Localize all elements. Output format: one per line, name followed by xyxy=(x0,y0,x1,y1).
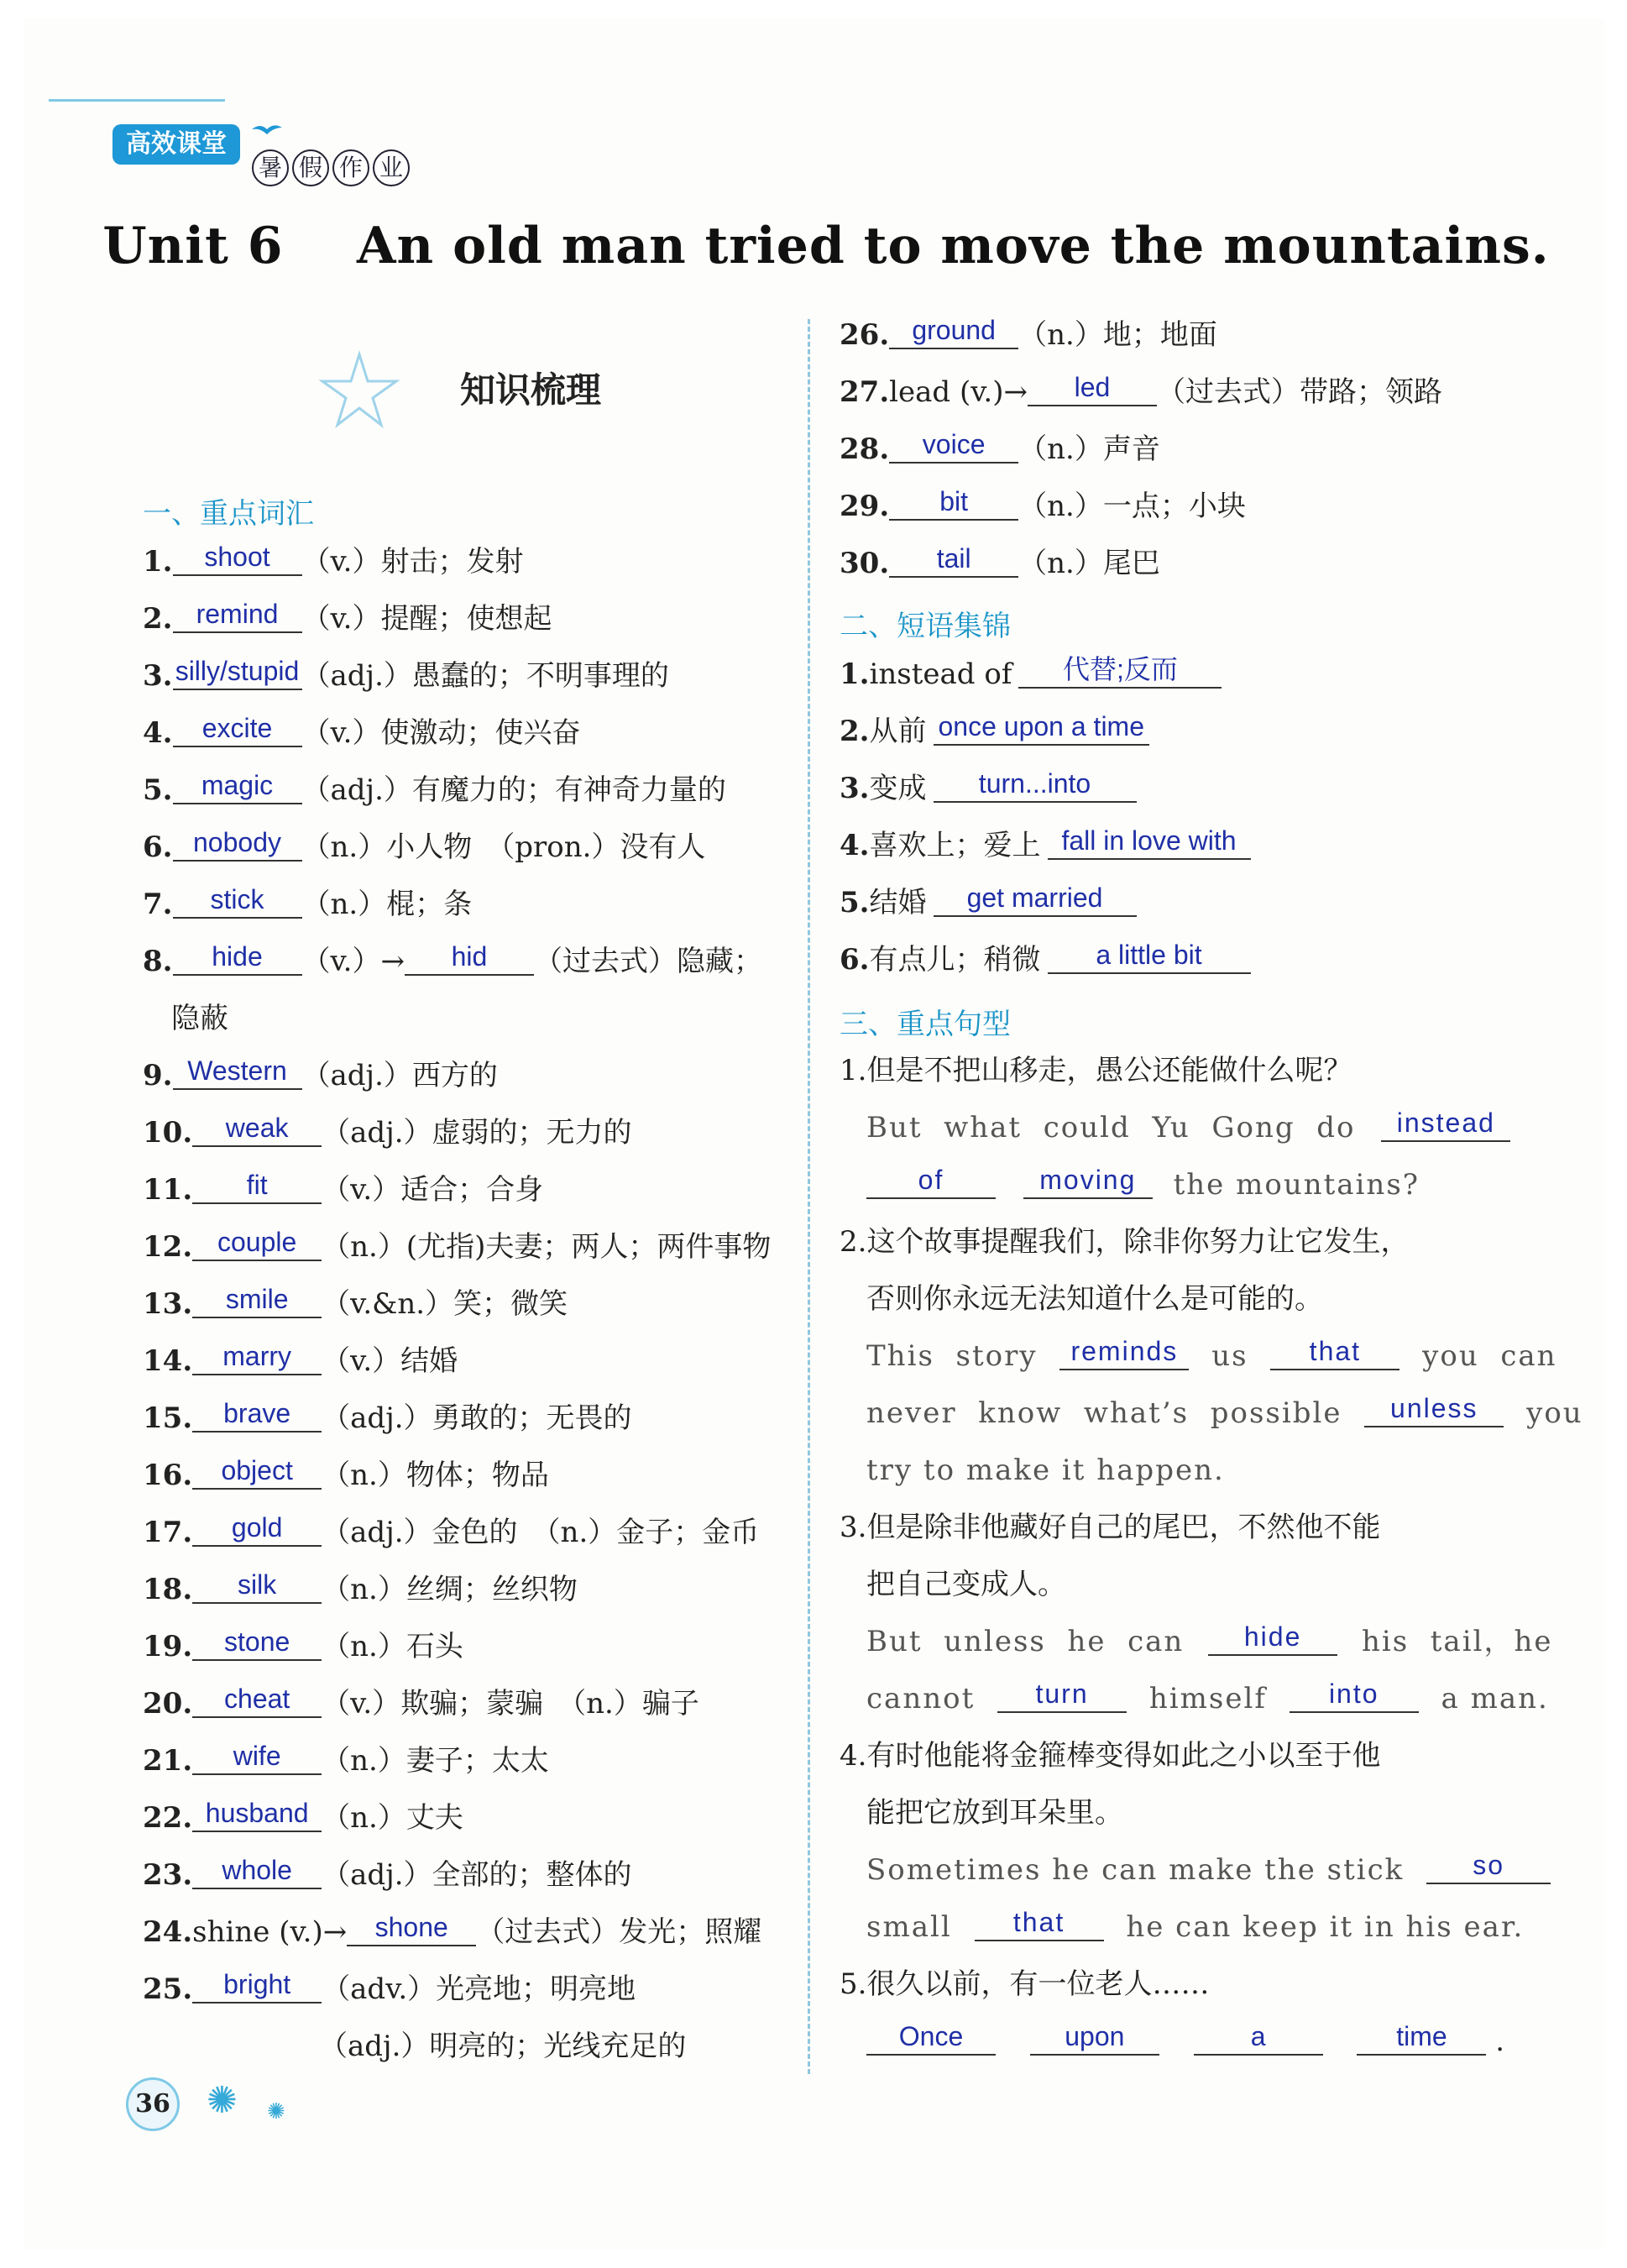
item-meaning: （v.）射击；发射 xyxy=(301,545,524,579)
answer-blank: remind xyxy=(173,596,302,633)
vocab-item xyxy=(143,1398,632,1438)
star-decoration-icon xyxy=(317,348,401,432)
item-meaning: （adj.）有魔力的；有神奇力量的 xyxy=(301,773,726,807)
answer-blank: bright xyxy=(192,1967,322,2003)
item-number: 22. xyxy=(143,1801,193,1835)
vocab-item xyxy=(143,1914,761,1951)
sentence-1-cn: 1.但是不把山移走，愚公还能做什么呢？ xyxy=(840,1054,1352,1087)
item-number: 19. xyxy=(143,1630,193,1663)
item-meaning: （n.）石头 xyxy=(322,1630,463,1663)
vocab-item xyxy=(143,1969,636,2009)
item-meaning: （adj.）金色的 （n.）金子；金币 xyxy=(322,1516,760,1549)
answer-blank: silk xyxy=(192,1567,322,1604)
item-number: 4. xyxy=(840,829,870,862)
item-meaning: （n.）地；地面 xyxy=(1018,318,1217,352)
phrase-item xyxy=(840,825,1251,865)
item-number: 11. xyxy=(143,1173,193,1207)
sentence-5-en xyxy=(866,2021,1505,2061)
item-number: 30. xyxy=(840,547,890,580)
answer-blank: time xyxy=(1357,2019,1486,2056)
answer-blank: bit xyxy=(889,484,1018,521)
answer-blank: stone xyxy=(192,1624,322,1661)
item-number: 25. xyxy=(143,1972,193,2006)
vocab-item xyxy=(143,1743,549,1780)
answer-blank: ground xyxy=(889,312,1018,349)
item-number: 8. xyxy=(143,945,173,978)
vocab-item xyxy=(143,1286,568,1323)
item-meaning: （v.&n.）笑；微笑 xyxy=(322,1287,568,1321)
phrase-prompt: 变成 xyxy=(869,772,927,805)
answer-blank: fall in love with xyxy=(1048,823,1251,860)
answer-blank: of xyxy=(866,1162,996,1199)
sentence-4-en xyxy=(866,1852,1551,1889)
item-number: 17. xyxy=(143,1516,193,1549)
item-number: 5. xyxy=(143,773,173,807)
answer-blank: instead xyxy=(1381,1105,1510,1142)
item-meaning: （n.）一点；小块 xyxy=(1018,490,1246,523)
answer-blank: excite xyxy=(173,710,302,747)
item-prefix: shine (v.)→ xyxy=(192,1915,348,1949)
answer-blank: wife xyxy=(192,1738,322,1775)
item-meaning: （n.）丈夫 xyxy=(322,1801,463,1835)
vocab-item xyxy=(840,372,1442,411)
answer-blank: gold xyxy=(192,1510,322,1547)
item-meaning: （v.）欺骗；蒙骗 （n.）骗子 xyxy=(322,1687,699,1721)
sentence-2-en xyxy=(866,1338,1557,1375)
vocab-item xyxy=(143,827,706,867)
sentence-3-cn-2: 把自己变成人。 xyxy=(866,1568,1066,1601)
sentence-2-en-2 xyxy=(866,1393,1583,1433)
item-meaning: （n.）(尤指)夫妻；两人；两件事物 xyxy=(322,1230,772,1264)
answer-blank: led xyxy=(1028,369,1157,406)
sentence-text: the mountains? xyxy=(1173,1168,1420,1202)
sentence-text: cannot xyxy=(866,1682,976,1715)
sentence-text: he can keep it in his ear. xyxy=(1126,1910,1525,1944)
answer-blank: unless xyxy=(1364,1391,1504,1427)
vocab-item xyxy=(143,1569,578,1609)
item-number: 28. xyxy=(840,432,890,466)
vocab-item xyxy=(143,1115,632,1152)
item-number: 5. xyxy=(840,886,870,919)
answer-blank: upon xyxy=(1030,2019,1159,2056)
sentence-text: us xyxy=(1211,1339,1248,1373)
item-number: 23. xyxy=(143,1858,193,1892)
answer-blank: shone xyxy=(347,1909,476,1946)
item-number: 1. xyxy=(840,657,870,691)
page-number: 36 xyxy=(126,2077,180,2131)
vocab-item xyxy=(143,544,523,581)
vocab-item xyxy=(143,1055,498,1095)
sentence-text: . xyxy=(1495,2024,1505,2058)
item-meaning: （n.）棍；条 xyxy=(301,888,473,921)
sentence-2-cn: 2.这个故事提醒我们，除非你努力让它发生， xyxy=(840,1225,1410,1259)
item-number: 18. xyxy=(143,1573,193,1606)
item-number: 10. xyxy=(143,1116,193,1150)
item-meaning: （n.）妻子；太太 xyxy=(322,1744,549,1778)
sentence-text: his tail，he xyxy=(1361,1625,1553,1658)
sentence-text: But unless he can xyxy=(866,1625,1185,1658)
answer-blank: nobody xyxy=(173,825,302,862)
vocab-item xyxy=(171,1001,228,1036)
sentence-text: But what could Yu Gong do xyxy=(866,1111,1356,1144)
item-meaning: （n.）小人物 （pron.）没有人 xyxy=(301,830,706,864)
item-prefix: lead (v.)→ xyxy=(889,375,1028,409)
item-meaning: （v.）提醒；使想起 xyxy=(301,602,552,636)
answer-blank: turn xyxy=(997,1676,1127,1713)
vocab-item xyxy=(143,715,580,752)
logo-char: 作 xyxy=(332,149,369,186)
item-number: 21. xyxy=(143,1744,193,1778)
phrase-item xyxy=(840,885,1137,922)
phrase-item xyxy=(840,711,1149,751)
vocab-item xyxy=(143,1512,760,1552)
vocab-item xyxy=(319,2029,686,2064)
item-meaning: （n.）物体；物品 xyxy=(322,1459,549,1492)
answer-blank: Once xyxy=(866,2019,996,2056)
answer-blank: that xyxy=(1270,1333,1399,1370)
flower-decoration-icon: ✺ xyxy=(207,2079,238,2122)
item-meaning: （n.）声音 xyxy=(1018,432,1160,466)
sentence-3-en xyxy=(866,1621,1553,1661)
sentence-heading: 三、重点句型 xyxy=(840,1008,1011,1041)
item-number: 6. xyxy=(143,830,173,864)
answer-blank: couple xyxy=(192,1224,322,1261)
answer-blank: turn...into xyxy=(934,766,1137,803)
answer-blank: cheat xyxy=(192,1681,322,1718)
sentence-1-en-2 xyxy=(866,1167,1420,1204)
vocab-item xyxy=(143,1341,458,1380)
answer-blank: object xyxy=(192,1453,322,1490)
answer-blank: reminds xyxy=(1059,1333,1189,1370)
item-meaning: （v.）适合；合身 xyxy=(322,1173,544,1207)
bird-icon xyxy=(250,121,284,138)
sentence-2-cn-2: 否则你永远无法知道什么是可能的。 xyxy=(866,1282,1323,1316)
vocab-item xyxy=(143,941,762,981)
answer-blank: fit xyxy=(192,1167,322,1204)
vocab-item xyxy=(143,1172,543,1209)
answer-blank: whole xyxy=(192,1852,322,1889)
answer-blank: a xyxy=(1194,2019,1323,2056)
answer-blank: weak xyxy=(192,1110,322,1147)
header-line xyxy=(49,99,225,102)
answer-blank: hide xyxy=(1208,1619,1337,1656)
item-meaning: （n.）丝绸；丝织物 xyxy=(322,1573,578,1606)
item-number: 27. xyxy=(840,375,890,409)
section-title: 知识梳理 xyxy=(460,369,602,411)
answer-blank: marry xyxy=(192,1338,322,1375)
item-meaning: （v.）结婚 xyxy=(322,1344,458,1378)
logo-char: 假 xyxy=(292,149,329,186)
item-meaning: （adj.）勇敢的；无畏的 xyxy=(322,1401,632,1435)
answer-blank: smile xyxy=(192,1281,322,1318)
sentence-3-cn: 3.但是除非他藏好自己的尾巴，不然他不能 xyxy=(840,1511,1381,1544)
item-number: 26. xyxy=(840,318,890,352)
item-prefix: 隐蔽 xyxy=(171,1002,228,1035)
vocab-item xyxy=(840,543,1160,583)
sentence-text: himself xyxy=(1148,1682,1267,1715)
sentence-text: This story xyxy=(866,1339,1038,1373)
sentence-text: never know what’s possible xyxy=(866,1396,1342,1430)
logo-char: 暑 xyxy=(252,149,289,186)
item-number: 12. xyxy=(143,1230,193,1264)
phrase-item xyxy=(840,654,1222,694)
answer-blank: get married xyxy=(934,880,1137,917)
sentence-text: you xyxy=(1526,1396,1583,1430)
item-meaning: （过去式）带路；领路 xyxy=(1157,375,1442,409)
answer-blank: Western xyxy=(173,1053,302,1090)
answer-blank: once upon a time xyxy=(934,709,1150,746)
item-meaning: （过去式）隐藏； xyxy=(533,945,762,978)
item-number: 15. xyxy=(143,1401,193,1435)
item-meaning: （过去式）发光；照耀 xyxy=(476,1915,762,1949)
sentence-4-cn: 4.有时他能将金箍棒变得如此之小以至于他 xyxy=(840,1739,1381,1773)
vocab-item xyxy=(840,429,1160,469)
item-number: 9. xyxy=(143,1059,173,1092)
sentence-5-cn: 5.很久以前，有一位老人…… xyxy=(840,1967,1210,2001)
answer-blank: hide xyxy=(173,939,302,976)
answer-blank: voice xyxy=(889,427,1018,464)
answer-blank: husband xyxy=(192,1795,322,1832)
answer-blank: a little bit xyxy=(1048,937,1251,974)
item-meaning: （v.）使激动；使兴奋 xyxy=(301,716,581,750)
unit-title: Unit 6 An old man tried to move the mountains. xyxy=(102,217,1550,275)
answer-blank: that xyxy=(975,1904,1104,1941)
vocab-item xyxy=(840,486,1246,526)
phrase-item xyxy=(840,942,1251,979)
phrase-prompt: 结婚 xyxy=(869,886,927,919)
sentence-3-en-2 xyxy=(866,1681,1549,1718)
logo-char: 业 xyxy=(373,149,410,186)
vocab-item xyxy=(143,1626,463,1666)
phrase-prompt: 有点儿；稍微 xyxy=(869,943,1041,977)
flower-decoration-icon: ✺ xyxy=(267,2099,285,2124)
answer-blank: into xyxy=(1290,1676,1419,1713)
item-meaning: （adj.）虚弱的；无力的 xyxy=(322,1116,632,1150)
sentence-4-en-2 xyxy=(866,1909,1524,1946)
brand-sub-logo xyxy=(252,149,410,186)
sentence-2-en-3: try to make it happen. xyxy=(866,1454,1225,1487)
item-meaning: （adv.）光亮地；明亮地 xyxy=(322,1972,636,2006)
item-number: 1. xyxy=(143,545,173,579)
vocab-item xyxy=(143,884,473,924)
item-meaning: （adj.）全部的；整体的 xyxy=(322,1858,632,1892)
item-number: 4. xyxy=(143,716,173,750)
sentence-text: small xyxy=(866,1910,952,1944)
item-number: 14. xyxy=(143,1344,193,1378)
column-divider xyxy=(808,319,810,2074)
item-meaning: （adj.）愚蠢的；不明事理的 xyxy=(301,659,669,693)
vocab-item xyxy=(143,1455,549,1495)
phrase-prompt: 喜欢上；爱上 xyxy=(869,829,1041,862)
answer-blank: stick xyxy=(173,882,302,919)
item-meaning: （adj.）明亮的；光线充足的 xyxy=(319,2030,687,2063)
answer-blank: magic xyxy=(173,767,302,804)
vocab-item xyxy=(143,601,552,638)
item-number: 7. xyxy=(143,888,173,921)
vocab-item xyxy=(143,1800,463,1837)
vocab-heading: 一、重点词汇 xyxy=(143,497,314,531)
vocab-item xyxy=(143,1857,632,1894)
vocab-item xyxy=(143,770,726,809)
phrase-prompt: instead of xyxy=(869,657,1012,691)
sentence-1-en xyxy=(866,1110,1510,1147)
answer-blank: shoot xyxy=(173,539,302,576)
answer-blank: 代替;反而 xyxy=(1018,652,1222,689)
phrase-prompt: 从前 xyxy=(869,715,927,748)
item-number: 20. xyxy=(143,1687,193,1721)
sentence-text: you can xyxy=(1422,1339,1557,1373)
answer-blank: hid xyxy=(405,939,534,976)
phrase-heading: 二、短语集锦 xyxy=(840,610,1011,643)
vocab-item xyxy=(143,1229,771,1266)
answer-blank: tail xyxy=(889,541,1018,578)
item-number: 3. xyxy=(143,659,173,693)
vocab-item xyxy=(143,658,669,695)
answer-blank: silly/stupid xyxy=(173,653,302,690)
sentence-4-cn-2: 能把它放到耳朵里。 xyxy=(866,1796,1123,1830)
item-number: 24. xyxy=(143,1915,193,1949)
item-number: 16. xyxy=(143,1459,193,1492)
brand-logo: 高效课堂 xyxy=(112,124,240,165)
item-meaning: （n.）尾巴 xyxy=(1018,547,1160,580)
sentence-text: a man. xyxy=(1441,1682,1549,1715)
item-number: 2. xyxy=(840,715,870,748)
vocab-item xyxy=(840,317,1217,354)
answer-blank: so xyxy=(1426,1847,1551,1884)
item-number: 2. xyxy=(143,602,173,636)
item-meaning: （adj.）西方的 xyxy=(301,1059,498,1092)
item-number: 3. xyxy=(840,772,870,805)
answer-blank: brave xyxy=(192,1396,322,1433)
item-number: 13. xyxy=(143,1287,193,1321)
answer-blank: moving xyxy=(1023,1162,1153,1199)
phrase-item xyxy=(840,768,1137,808)
item-meaning: （v.）→ xyxy=(301,945,405,978)
item-number: 6. xyxy=(840,943,870,977)
item-number: 29. xyxy=(840,490,890,523)
sentence-text: Sometimes he can make the stick xyxy=(866,1853,1405,1887)
vocab-item xyxy=(143,1686,699,1723)
